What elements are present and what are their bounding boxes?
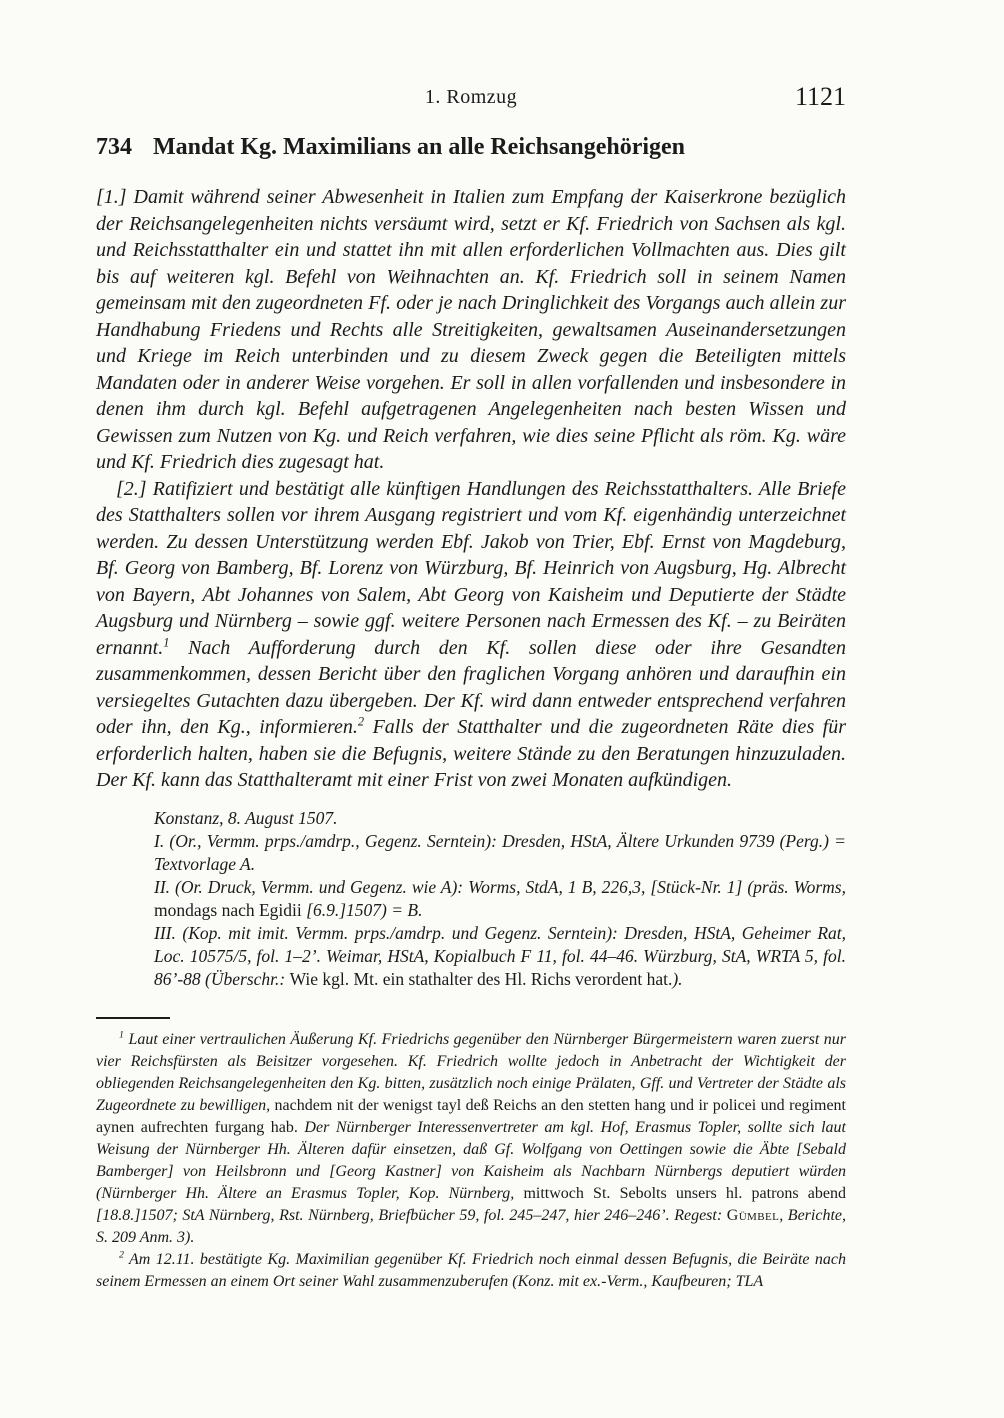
source-entry-1	[154, 830, 846, 876]
footnotes-section	[96, 1017, 846, 1293]
text-segment: Wie kgl. Mt. ein stathalter des Hl. Richs verordent hat.	[289, 968, 673, 989]
text-segment: nachdem nit der wenigst tayl deß Reichs an den stetten hang und ir policei und regiment aynen aufrechten furgang hab.	[96, 1096, 846, 1136]
text-segment: Am 12.11. bestätigte Kg. Maximilian gegenüber Kf. Friedrich noch einmal dessen Befugnis, die Beiräte nach seinem Ermessen an einem Ort seiner Wahl zusammenzuberufen (Konz. mit ex.-Verm., Kaufbeuren; TLA	[96, 1250, 846, 1290]
text-segment: Gümbel	[726, 1206, 780, 1224]
body-paragraph-2	[96, 476, 846, 794]
text-segment: ).	[672, 968, 683, 989]
footnote-1	[96, 1029, 846, 1249]
footnote-2	[96, 1249, 846, 1293]
source-dateline	[154, 807, 846, 830]
text-segment: mondags nach Egidii	[154, 899, 307, 920]
text-segment: Laut einer vertraulichen Äußerung Kf. Friedrichs gegenüber den Nürnberger Bürgermeistern waren zuerst nur vier Reichsfürsten als Beisitzer vorgesehen. Kf. Friedrich wollte jedoch in Anbetracht der Wichtigkeit der obliegenden Reichsangelegenheiten den Kg. bitten, zusätzlich noch einige Prälaten, Gff. und Vertreter der Städte als Zugeordnete zu bewilligen,	[96, 1030, 846, 1114]
text-segment: [6.9.]1507) = B.	[306, 899, 423, 920]
text-segment: 2	[357, 714, 365, 729]
body-paragraph-1	[96, 184, 846, 476]
text-segment: Konstanz, 8. August 1507.	[154, 807, 338, 828]
text-segment: I. (Or., Vermm. prps./amdrp., Gegenz. Serntein): Dresden, HStA, Ältere Urkunden 9739 (Perg.) = Textvorlage A.	[154, 830, 846, 874]
text-segment: 2	[119, 1249, 124, 1261]
source-entry-3	[154, 922, 846, 991]
running-header	[96, 82, 846, 112]
text-segment: Der Nürnberger Interessenvertreter am kgl. Hof, Erasmus Topler, sollte sich laut Weisung der Nürnberger Hh. Älteren dafür einsetzen, daß Gf. Wolfgang von Oettingen sowie die Äbte [Sebald Bamberger] von Heilsbronn und [Georg Kastner] von Kaisheim als Nachbarn Nürnbergs deputiert würden (Nürnberger Hh. Ältere an Erasmus Topler, Kop. Nürnberg,	[96, 1118, 847, 1202]
text-segment: III. (Kop. mit imit. Vermm. prps./amdrp. und Gegenz. Serntein): Dresden, HStA, Geheimer Rat, Loc. 10575/5, fol. 1–2’. Weimar, HStA, Kopialbuch F 11, fol. 44–46. Würzburg, StA, WRTA 5, fol. 86’-88 (Überschr.:	[154, 922, 846, 989]
text-segment: [2.] Ratifiziert und bestätigt alle künftigen Handlungen des Reichsstatthalters. Alle Briefe des Statthalters sollen vor ihrem Ausgang registriert und vom Kf. eigenhändig unterzeichnet werden. Zu dessen Unterstützung werden Ebf. Jakob von Trier, Ebf. Ernst von Magdeburg, Bf. Georg von Bamberg, Bf. Lorenz von Würzburg, Bf. Heinrich von Augsburg, Hg. Albrecht von Bayern, Abt Johannes von Salem, Abt Georg von Kaisheim und Deputierte der Städte Augsburg und Nürnberg – sowie ggf. weitere Personen nach Ermessen des Kf. – zu Beiräten ernannt.	[96, 477, 846, 659]
source-entry-2	[154, 876, 846, 922]
text-segment: 1	[163, 634, 170, 649]
text-segment: Nach Aufforderung durch den Kf. sollen diese oder ihre Gesandten zusammenkommen, dessen Bericht über den fraglichen Vorgang anhören und daraufhin ein versiegeltes Gutachten dazu übergeben. Der Kf. wird dann entweder entsprechend verfahren oder ihn, den Kg., informieren.	[96, 636, 846, 738]
running-head-title: 1. Romzug	[424, 86, 518, 108]
text-segment: Falls der Statthalter und die zugeordneten Räte dies für erforderlich halten, haben sie die Befugnis, weitere Stände zu den Beratungen hinzuzuladen. Der Kf. kann das Statthalteramt mit einer Frist von zwei Monaten aufkündigen.	[96, 716, 847, 791]
text-segment: 1	[119, 1029, 124, 1041]
text-segment: [18.8.]1507; StA Nürnberg, Rst. Nürnberg, Briefbücher 59, fol. 245–247, hier 246–246’. Regest:	[96, 1206, 727, 1224]
document-title: Mandat Kg. Maximilians an alle Reichsangehörigen	[153, 134, 686, 160]
document-number: 734	[96, 134, 132, 160]
text-segment: [1.] Damit während seiner Abwesenheit in Italien zum Empfang der Kaiserkrone bezüglich der Reichsangelegenheiten nichts versäumt wird, setzt er Kf. Friedrich von Sachsen als kgl. und Reichsstatthalter ein und stattet ihn mit allen erforderlichen Vollmachten aus. Dies gilt bis auf weiteren kgl. Befehl von Weihnachten an. Kf. Friedrich soll in seinem Namen gemeinsam mit den zugeordneten Ff. oder je nach Dringlichkeit des Vorgangs auch allein zur Handhabung Friedens und Rechts alle Streitigkeiten, gewaltsamen Auseinandersetzungen und Kriege im Reich unterbinden und zu diesem Zweck gegen die Beteiligten mittels Mandaten oder in anderer Weise vorgehen. Er soll in allen vorfallenden und insbesondere in denen ihm durch kgl. Befehl aufgetragenen Angelegenheiten nach besten Wissen und Gewissen zum Nutzen von Kg. und Reich verfahren, wie dies seine Pflicht als röm. Kg. wäre und Kf. Friedrich dies zugesagt hat.	[96, 186, 846, 473]
text-segment: , Berichte, S. 209 Anm. 3).	[96, 1206, 846, 1246]
text-segment: mittwoch St. Sebolts unsers hl. patrons abend	[523, 1184, 847, 1202]
source-block	[154, 807, 846, 991]
document-body	[96, 184, 846, 794]
page-number: 1121	[794, 82, 846, 111]
document-heading	[96, 132, 846, 162]
footnote-separator-rule	[96, 1017, 170, 1019]
text-segment: II. (Or. Druck, Vermm. und Gegenz. wie A): Worms, StdA, 1 B, 226,3, [Stück-Nr. 1] (präs. Worms,	[154, 876, 846, 897]
